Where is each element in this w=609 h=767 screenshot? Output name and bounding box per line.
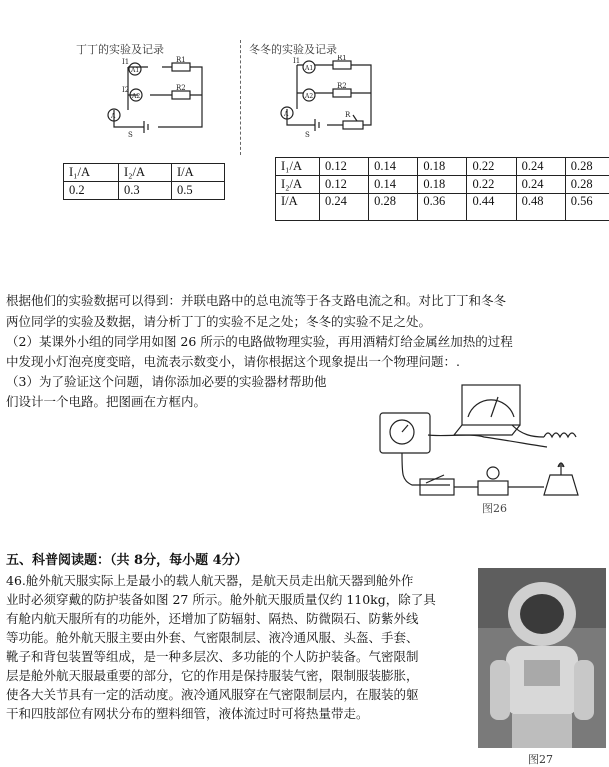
- paragraph-line: 业时必须穿戴的防护装备如图 27 所示。舱外航天服质量仅约 110kg，除了具: [6, 591, 436, 608]
- value-cell: 0.56: [565, 194, 609, 221]
- dashed-divider: [240, 40, 241, 155]
- dongdong-circuit-diagram: [275, 55, 385, 140]
- label-a-b: A: [283, 111, 289, 118]
- paragraph-line: 使各大关节具有一定的活动度。液冷通风服穿在气密限制层内，在服装的躯: [6, 686, 419, 703]
- dingding-circuit-diagram: [100, 55, 220, 140]
- dongdong-table: [275, 157, 609, 221]
- label-i1-b: I1: [293, 57, 300, 65]
- header-cell: I/A: [172, 164, 225, 182]
- row-label: I₂/A: [276, 176, 320, 194]
- dingding-caption: 丁丁的实验及记录: [76, 41, 164, 57]
- label-i1: I1: [122, 58, 129, 66]
- header-cell: I₂/A: [119, 164, 172, 182]
- value-cell: 0.12: [320, 176, 369, 194]
- table-row: [276, 176, 609, 194]
- dongdong-caption: 冬冬的实验及记录: [249, 41, 337, 57]
- figure-27-caption: 图27: [528, 751, 553, 767]
- value-cell: 0.18: [418, 158, 467, 176]
- text-line: 两位同学的实验及数据，请分析丁丁的实验不足之处；冬冬的实验不足之处。: [6, 313, 431, 330]
- text-line: （3）为了验证这个问题，请你添加必要的实验器材帮助他: [6, 373, 326, 390]
- label-r1-b: R1: [337, 55, 347, 62]
- dingding-table: [63, 163, 225, 200]
- value-cell: 0.36: [418, 194, 467, 221]
- table-row: [276, 158, 609, 176]
- table-row: [276, 194, 609, 221]
- value-cell: 0.48: [516, 194, 565, 221]
- label-s: S: [128, 131, 133, 139]
- value-cell: 0.28: [565, 158, 609, 176]
- paragraph-line: 干和四肢部位有网状分布的塑料细管，液体流过时可将热量带走。: [6, 705, 369, 722]
- table-row: [64, 164, 225, 182]
- value-cell: 0.5: [172, 182, 225, 200]
- label-a: A: [110, 113, 116, 120]
- value-cell: 0.22: [467, 158, 516, 176]
- value-cell: 0.24: [516, 158, 565, 176]
- section-title: 五、科普阅读题：（共 8分，每小题 4分）: [6, 552, 248, 569]
- value-cell: 0.3: [119, 182, 172, 200]
- row-label: I₁/A: [276, 158, 320, 176]
- label-a1: A1: [130, 67, 139, 74]
- paragraph-line: 有舱内航天服所有的功能外，还增加了防辐射、隔热、防微陨石、防紫外线: [6, 610, 419, 627]
- value-cell: 0.14: [369, 176, 418, 194]
- label-s-b: S: [305, 131, 310, 139]
- text-line: 们设计一个电路。把图画在方框内。: [6, 393, 206, 410]
- label-r2: R2: [176, 84, 186, 92]
- paragraph-line: 层是舱外航天服最重要的部分，它的作用是保持服装气密，限制服装膨胀，: [6, 667, 419, 684]
- value-cell: 0.28: [565, 176, 609, 194]
- header-cell: I₁/A: [64, 164, 119, 182]
- label-a2: A2: [131, 93, 140, 100]
- text-line: （2）某课外小组的同学用如图 26 所示的电路做物理实验，再用酒精灯给金属丝加热的过程: [6, 333, 513, 350]
- paragraph-line: 46.舱外航天服实际上是最小的载人航天器，是航天员走出航天器到舱外作: [6, 572, 413, 589]
- label-i2: I2: [122, 86, 129, 94]
- figure-27-spacesuit-photo: [478, 568, 606, 748]
- paragraph-line: 靴子和背包装置等组成，是一种多层次、多功能的个人防护装备。气密限制: [6, 648, 419, 665]
- value-cell: 0.14: [369, 158, 418, 176]
- label-a1-b: A1: [304, 65, 313, 72]
- value-cell: 0.12: [320, 158, 369, 176]
- label-a2-b: A2: [304, 93, 313, 100]
- value-cell: 0.44: [467, 194, 516, 221]
- figure-26-caption: 图26: [482, 502, 507, 515]
- paragraph-line: 等功能。舱外航天服主要由外套、气密限制层、液冷通风服、头盔、手套、: [6, 629, 419, 646]
- label-r-b: R: [345, 111, 351, 119]
- row-label: I/A: [276, 194, 320, 221]
- text-line: 中发现小灯泡亮度变暗，电流表示数变小，请你根据这个现象提出一个物理问题：.: [6, 353, 460, 370]
- figure-26-apparatus: [372, 375, 602, 520]
- value-cell: 0.18: [418, 176, 467, 194]
- label-r2-b: R2: [337, 82, 347, 90]
- value-cell: 0.24: [516, 176, 565, 194]
- label-r1: R1: [176, 56, 186, 64]
- text-line: 根据他们的实验数据可以得到：并联电路中的总电流等于各支路电流之和。对比丁丁和冬冬: [6, 292, 506, 309]
- value-cell: 0.22: [467, 176, 516, 194]
- value-cell: 0.24: [320, 194, 369, 221]
- value-cell: 0.28: [369, 194, 418, 221]
- table-row: [64, 182, 225, 200]
- value-cell: 0.2: [64, 182, 119, 200]
